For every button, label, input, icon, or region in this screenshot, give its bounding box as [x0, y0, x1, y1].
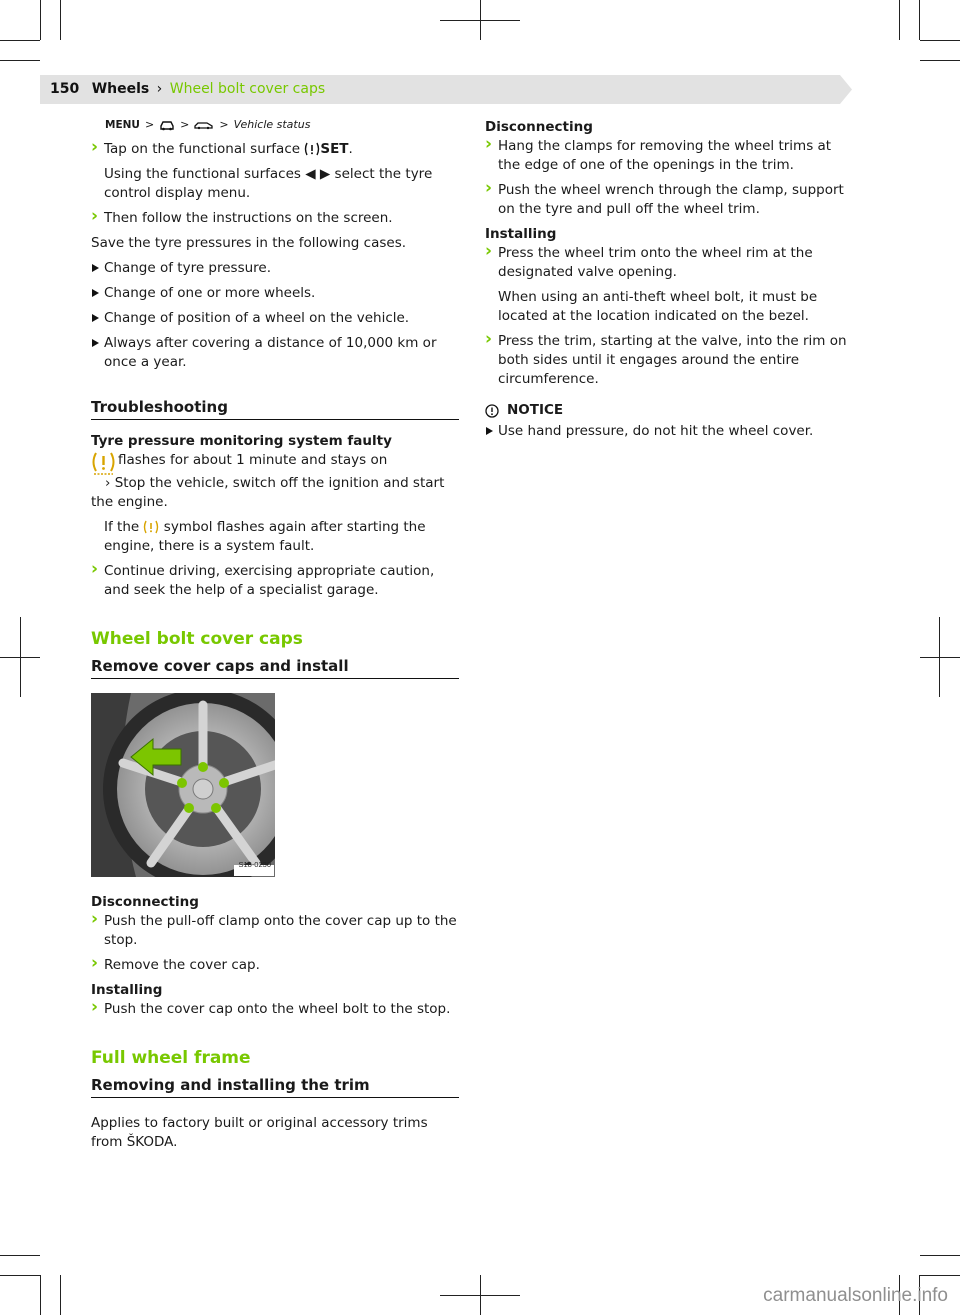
crop-mark — [920, 60, 960, 61]
crop-mark — [920, 1275, 960, 1276]
step-item: › Then follow the instructions on the screen. — [91, 209, 459, 228]
fault-line: flashes for about 1 minute and stays on — [118, 452, 388, 468]
crop-mark — [480, 1275, 481, 1315]
crop-mark — [60, 1275, 61, 1315]
step-item: › Remove the cover cap. — [91, 956, 459, 975]
fault-step: › Stop the vehicle, switch off the ignition and start the engine. — [91, 475, 445, 510]
path-separator: > — [144, 118, 155, 131]
info-circle-icon — [485, 404, 499, 418]
crop-mark — [480, 0, 481, 40]
step-subtext: Using the functional surfaces ◀ ▶ select the tyre control display menu. — [104, 166, 433, 201]
crop-mark — [60, 0, 61, 40]
subsection-heading: Remove cover caps and install — [91, 657, 459, 679]
subsection-heading: Removing and installing the trim — [91, 1076, 459, 1098]
paragraph: Save the tyre pressures in the following cases. — [91, 235, 407, 251]
step-item: › Push the pull-off clamp onto the cover cap up to the stop. — [91, 912, 459, 950]
right-column — [485, 118, 853, 447]
crop-mark — [920, 1255, 960, 1256]
list-item: Change of one or more wheels. — [91, 284, 459, 303]
crop-mark — [40, 0, 41, 40]
car-settings-icon — [194, 120, 214, 130]
car-icon — [159, 120, 175, 131]
crop-mark — [920, 657, 960, 658]
step-item: › Press the trim, starting at the valve, into the rim on both sides until it engages around the entire circumference. — [485, 332, 853, 389]
subheading-installing: Installing — [485, 226, 557, 242]
step-item: › Press the wheel trim onto the wheel rim at the designated valve opening. — [485, 244, 853, 282]
fault-again-pre: If the — [104, 519, 140, 535]
list-item: Always after covering a distance of 10,000 km or once a year. — [91, 334, 459, 372]
crop-mark — [40, 1275, 41, 1315]
step-item: › Push the wheel wrench through the clamp, support on the tyre and pull off the wheel trim. — [485, 181, 853, 219]
crop-mark — [0, 60, 40, 61]
page-number: 150 — [50, 81, 80, 97]
fault-heading: Tyre pressure monitoring system faulty — [91, 433, 392, 449]
set-keyword: SET — [320, 141, 349, 157]
step-item: › Continue driving, exercising appropriate caution, and seek the help of a specialist garage. — [91, 562, 459, 600]
notice-label: NOTICE — [507, 402, 564, 418]
menu-path — [91, 118, 459, 132]
step-subtext: When using an anti-theft wheel bolt, it must be located at the location indicated on the bezel. — [498, 289, 818, 324]
fault-warning — [91, 451, 459, 470]
watermark: carmanualsonline.info — [763, 1285, 948, 1306]
crop-mark — [919, 0, 920, 40]
tyre-pressure-warning-icon — [304, 142, 320, 156]
list-item: Change of tyre pressure. — [91, 259, 459, 278]
crop-mark — [0, 1255, 40, 1256]
menu-keyword: MENU — [105, 119, 140, 131]
path-separator: > — [219, 118, 229, 131]
path-separator: > — [180, 118, 190, 131]
subheading-disconnecting: Disconnecting — [485, 119, 593, 135]
list-item: Change of position of a wheel on the vehicle. — [91, 309, 459, 328]
step-text: Tap on the functional surface — [104, 141, 301, 157]
paragraph: Applies to factory built or original accessory trims from ŠKODA. — [91, 1115, 428, 1150]
tyre-pressure-warning-icon — [143, 520, 159, 534]
crop-mark — [899, 0, 900, 40]
troubleshooting-heading: Troubleshooting — [91, 398, 459, 420]
wheel-photo — [91, 693, 275, 877]
section-heading: Full wheel frame — [91, 1048, 251, 1068]
notice-item: Use hand pressure, do not hit the wheel cover. — [485, 422, 853, 441]
section-heading: Wheel bolt cover caps — [91, 629, 303, 649]
crop-mark — [0, 1275, 40, 1276]
header-subsection: Wheel bolt cover caps — [169, 81, 326, 97]
subheading-disconnecting: Disconnecting — [91, 894, 199, 910]
step-item: › Push the cover cap onto the wheel bolt to the stop. — [91, 1000, 459, 1019]
step-item — [91, 140, 459, 159]
crop-mark — [920, 40, 960, 41]
step-suffix: . — [348, 141, 353, 157]
crop-mark — [20, 617, 21, 697]
fault-again — [91, 518, 459, 556]
running-header — [50, 80, 325, 98]
figure-label: S18-0230 — [238, 860, 271, 869]
crop-mark — [939, 617, 940, 697]
left-column — [91, 118, 459, 1152]
crop-mark — [0, 40, 40, 41]
tyre-pressure-warning-icon — [91, 451, 116, 477]
header-section: Wheels — [91, 81, 150, 97]
path-vehicle-status: Vehicle status — [233, 118, 311, 131]
header-separator: › — [156, 81, 163, 97]
fault-again-post: symbol flashes again after starting the engine, there is a system fault. — [104, 519, 426, 554]
subheading-installing: Installing — [91, 982, 163, 998]
notice-heading — [485, 401, 853, 420]
step-item: › Hang the clamps for removing the wheel trims at the edge of one of the openings in the trim. — [485, 137, 853, 175]
